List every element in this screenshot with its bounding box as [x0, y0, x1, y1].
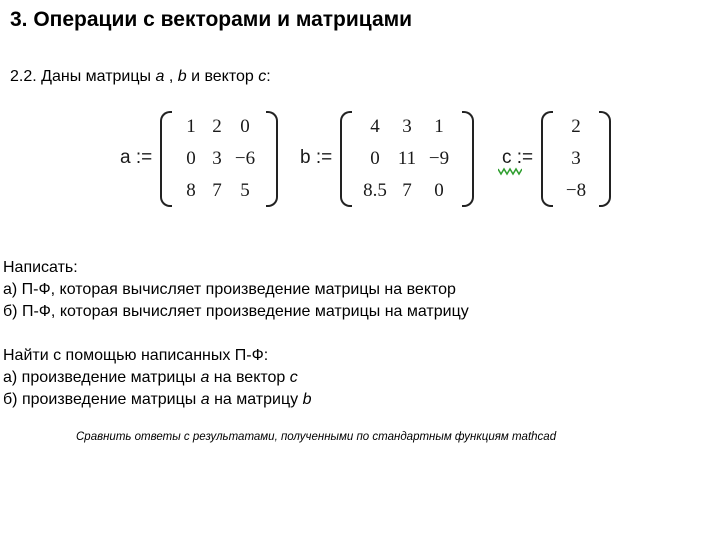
bracket-right — [599, 111, 611, 207]
subtitle-sep: , — [164, 68, 178, 85]
task-block — [3, 257, 469, 323]
matrix-cell: 7 — [402, 180, 412, 201]
matrix-cell: 4 — [370, 116, 380, 137]
matrix-cell: −9 — [428, 148, 450, 169]
matrix-cell: 0 — [186, 148, 196, 169]
matrix-cell: 1 — [434, 116, 444, 137]
find-item-a — [3, 367, 311, 389]
matrix-cell: 11 — [397, 148, 417, 169]
find-item-a-prefix: а) произведение матрицы — [3, 369, 201, 386]
matrix-cell: 2 — [212, 116, 222, 137]
matrix-b — [340, 111, 474, 207]
var-a: a — [155, 68, 165, 85]
vector-c — [541, 111, 611, 207]
matrix-a-grid — [172, 111, 266, 207]
bracket-left — [340, 111, 352, 207]
matrix-cell: 3 — [212, 148, 222, 169]
matrix-cell: 3 — [402, 116, 412, 137]
matrix-cell: 8 — [186, 180, 196, 201]
matrix-cell: 1 — [186, 116, 196, 137]
find-item-b — [3, 389, 311, 411]
find-item-a-mid: на вектор — [209, 369, 290, 386]
vector-c-grid — [553, 111, 599, 207]
var-c: c — [258, 68, 267, 85]
task-item-a: а) П-Ф, которая вычисляет произведение матрицы на вектор — [3, 281, 456, 298]
task-heading: Написать: — [3, 259, 78, 276]
find-heading: Найти с помощью написанных П-Ф: — [3, 347, 269, 364]
matrix-b-grid — [352, 111, 462, 207]
vector-c-label: c := — [502, 147, 534, 168]
var-b: b — [177, 68, 187, 85]
error-underline-icon — [498, 166, 522, 176]
find-item-b-prefix: б) произведение матрицы — [3, 391, 201, 408]
vector-cell: 2 — [571, 116, 581, 137]
page-title: 3. Операции с векторами и матрицами — [10, 8, 413, 31]
matrix-cell: 0 — [240, 116, 250, 137]
vector-cell: −8 — [565, 180, 587, 201]
var-a: a — [200, 391, 210, 408]
bracket-left — [160, 111, 172, 207]
bracket-right — [462, 111, 474, 207]
matrix-cell: 5 — [240, 180, 250, 201]
var-b: b — [302, 391, 312, 408]
matrix-cell: −6 — [234, 148, 256, 169]
subtitle-prefix: 2.2. Даны матрицы — [10, 68, 156, 85]
bracket-right — [266, 111, 278, 207]
var-c: c — [289, 369, 298, 386]
matrix-cell: 0 — [370, 148, 380, 169]
task-item-b: б) П-Ф, которая вычисляет произведение матрицы на матрицу — [3, 303, 469, 320]
find-block — [3, 345, 311, 411]
find-item-b-mid: на матрицу — [209, 391, 303, 408]
subtitle-mid: и вектор — [186, 68, 259, 85]
note-text: Сравнить ответы с результатами, полученными по стандартным функциям mathcad — [76, 431, 557, 443]
matrix-cell: 7 — [212, 180, 222, 201]
subtitle-suffix: : — [266, 68, 271, 85]
var-a: a — [200, 369, 210, 386]
matrix-b-label: b := — [300, 147, 333, 168]
matrix-a-label: a := — [120, 147, 153, 168]
matrix-a — [160, 111, 278, 207]
matrix-cell: 0 — [434, 180, 444, 201]
vector-cell: 3 — [571, 148, 581, 169]
subtitle — [10, 68, 271, 86]
bracket-left — [541, 111, 553, 207]
matrix-cell: 8.5 — [363, 180, 387, 201]
